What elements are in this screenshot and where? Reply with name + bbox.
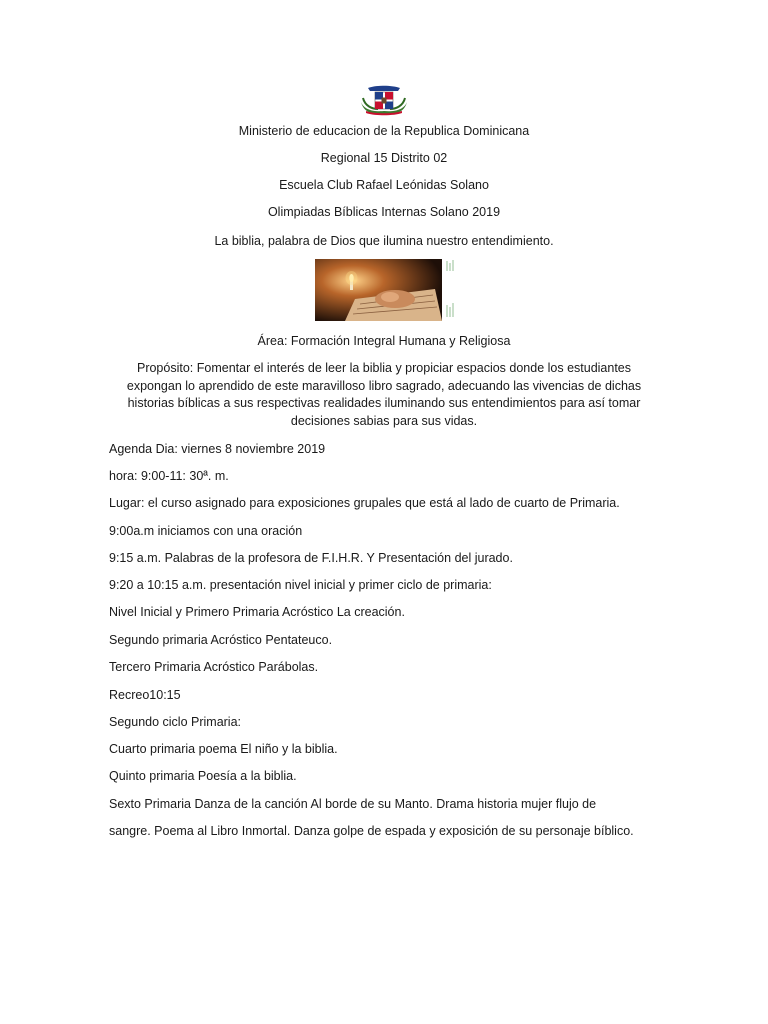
motto-line: La biblia, palabra de Dios que ilumina nuestro entendimiento.: [214, 234, 554, 248]
agenda-item: Recreo10:15: [109, 688, 181, 702]
agenda-place: Lugar: el curso asignado para exposiciones grupales que está al lado de cuarto de Primaria.: [109, 496, 620, 510]
candle-bible-photo: [315, 259, 442, 321]
agenda-item: 9:20 a 10:15 a.m. presentación nivel inicial y primer ciclo de primaria:: [109, 578, 492, 592]
coat-of-arms-image: [358, 84, 410, 116]
agenda-item: Sexto Primaria Danza de la canción Al borde de su Manto. Drama historia mujer flujo de: [109, 797, 597, 811]
agenda-item: Quinto primaria Poesía a la biblia.: [109, 769, 297, 783]
agenda-item: Segundo primaria Acróstico Pentateuco.: [109, 633, 333, 647]
regional-line: Regional 15 Distrito 02: [320, 151, 448, 165]
agenda-item: 9:15 a.m. Palabras de la profesora de F.I.H.R. Y Presentación del jurado.: [109, 551, 513, 565]
agenda-item: sangre. Poema al Libro Inmortal. Danza golpe de espada y exposición de su personaje bíblico.: [109, 824, 634, 838]
agenda-item: Nivel Inicial y Primero Primaria Acróstico La creación.: [109, 605, 405, 619]
agenda-item: Tercero Primaria Acróstico Parábolas.: [109, 660, 319, 674]
event-line: Olimpiadas Bíblicas Internas Solano 2019: [267, 205, 501, 219]
area-line: Área: Formación Integral Humana y Religiosa: [257, 334, 511, 348]
agenda-item: Segundo ciclo Primaria:: [109, 715, 242, 729]
ministry-line: Ministerio de educacion de la Republica Dominicana: [238, 124, 530, 138]
school-line: Escuela Club Rafael Leónidas Solano: [279, 178, 489, 192]
agenda-item: 9:00a.m iniciamos con una oración: [109, 524, 303, 538]
purpose-paragraph: Propósito: Fomentar el interés de leer la biblia y propiciar espacios donde los estudiantes expongan lo aprendido de este maravilloso libro sagrado, adecuando las vivencias de dichas historias bíblicas a sus respectivas realidades iluminando sus entendimientos para así tomar decisiones sabias para sus vidas.: [126, 361, 642, 428]
agenda-day: Agenda Dia: viernes 8 noviembre 2019: [109, 442, 326, 456]
agenda-hour: hora: 9:00-11: 30ª. m.: [109, 469, 229, 483]
agenda-item: Cuarto primaria poema El niño y la biblia.: [109, 742, 338, 756]
photo-border-decoration: [444, 259, 456, 321]
